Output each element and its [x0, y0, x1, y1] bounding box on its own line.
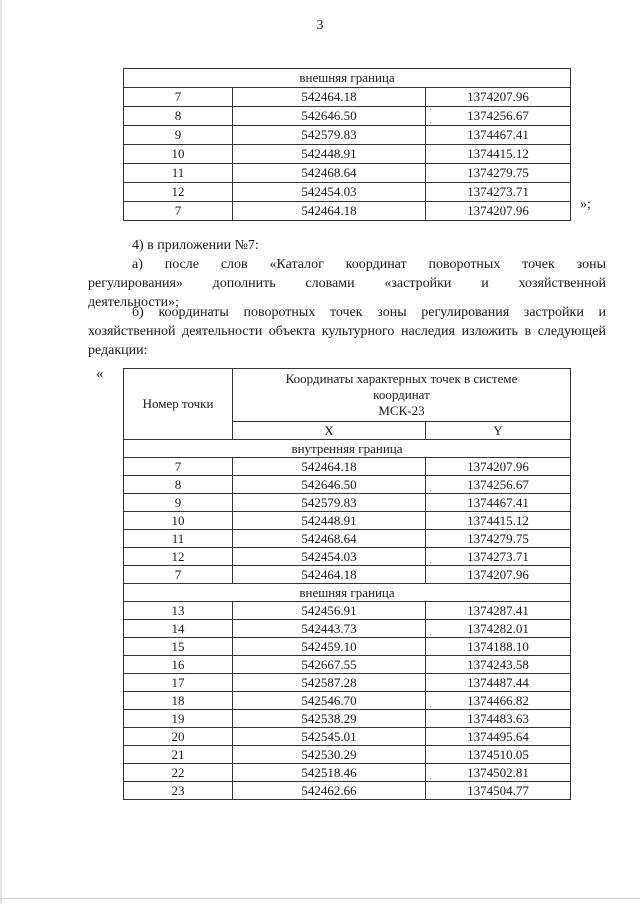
- table-row: [124, 107, 571, 126]
- table-row: [124, 566, 571, 584]
- x-coordinate-cell: 542579.83: [233, 494, 426, 512]
- y-coordinate-cell: 1374273.71: [426, 548, 571, 566]
- header-coords-line-1: Координаты характерных точек в системе: [285, 371, 518, 386]
- table-row: [124, 782, 571, 800]
- y-coordinate-cell: 1374188.10: [426, 638, 571, 656]
- point-number-cell: 14: [124, 620, 233, 638]
- table-row: [124, 746, 571, 764]
- opening-quote: «: [96, 366, 104, 382]
- y-coordinate-cell: 1374207.96: [426, 458, 571, 476]
- table-row: [124, 638, 571, 656]
- point-number-cell: 12: [124, 183, 233, 202]
- x-coordinate-cell: 542587.28: [233, 674, 426, 692]
- point-number-cell: 15: [124, 638, 233, 656]
- item-a-line-3: деятельности»;: [88, 295, 180, 310]
- table-row: [124, 183, 571, 202]
- point-number-cell: 11: [124, 530, 233, 548]
- x-coordinate-cell: 542464.18: [233, 88, 426, 107]
- point-number-cell: 16: [124, 656, 233, 674]
- y-coordinate-cell: 1374243.58: [426, 656, 571, 674]
- point-number-cell: 17: [124, 674, 233, 692]
- x-coordinate-cell: 542454.03: [233, 548, 426, 566]
- y-coordinate-cell: 1374504.77: [426, 782, 571, 800]
- scan-edge: [0, 0, 2, 904]
- y-coordinate-cell: 1374467.41: [426, 494, 571, 512]
- y-coordinate-cell: 1374207.96: [426, 88, 571, 107]
- point-number-cell: 22: [124, 764, 233, 782]
- point-number-cell: 10: [124, 145, 233, 164]
- x-coordinate-cell: 542546.70: [233, 692, 426, 710]
- y-coordinate-cell: 1374279.75: [426, 530, 571, 548]
- x-coordinate-cell: 542646.50: [233, 476, 426, 494]
- x-coordinate-cell: 542443.73: [233, 620, 426, 638]
- table-row: [124, 548, 571, 566]
- table-section-row: [124, 440, 571, 458]
- table-row: [124, 164, 571, 183]
- x-coordinate-cell: 542448.91: [233, 512, 426, 530]
- y-coordinate-cell: 1374279.75: [426, 164, 571, 183]
- point-number-cell: 7: [124, 566, 233, 584]
- table-row: [124, 692, 571, 710]
- table-row: [124, 126, 571, 145]
- y-coordinate-cell: 1374415.12: [426, 145, 571, 164]
- point-number-cell: 13: [124, 602, 233, 620]
- x-coordinate-cell: 542646.50: [233, 107, 426, 126]
- section-label: внешняя граница: [124, 69, 571, 88]
- header-x: X: [233, 422, 426, 440]
- y-coordinate-cell: 1374256.67: [426, 476, 571, 494]
- scan-bottom-edge: [0, 898, 640, 899]
- x-coordinate-cell: 542464.18: [233, 458, 426, 476]
- table-row: [124, 494, 571, 512]
- table-row: [124, 530, 571, 548]
- x-coordinate-cell: 542456.91: [233, 602, 426, 620]
- point-number-cell: 7: [124, 458, 233, 476]
- coordinates-table-full: [123, 368, 571, 800]
- header-coords-line-2: координат: [373, 387, 430, 402]
- x-coordinate-cell: 542538.29: [233, 710, 426, 728]
- point-number-cell: 9: [124, 126, 233, 145]
- table-row: [124, 476, 571, 494]
- y-coordinate-cell: 1374415.12: [426, 512, 571, 530]
- x-coordinate-cell: 542468.64: [233, 530, 426, 548]
- header-y: Y: [426, 422, 571, 440]
- x-coordinate-cell: 542579.83: [233, 126, 426, 145]
- point-number-cell: 7: [124, 202, 233, 221]
- table-row: [124, 512, 571, 530]
- point-number-cell: 20: [124, 728, 233, 746]
- y-coordinate-cell: 1374287.41: [426, 602, 571, 620]
- item-a-line-2: регулирования» дополнить словами «застройки и хозяйственной: [88, 276, 606, 291]
- point-number-cell: 8: [124, 476, 233, 494]
- y-coordinate-cell: 1374207.96: [426, 566, 571, 584]
- x-coordinate-cell: 542464.18: [233, 202, 426, 221]
- x-coordinate-cell: 542667.55: [233, 656, 426, 674]
- section-label-outer: внешняя граница: [124, 584, 571, 602]
- y-coordinate-cell: 1374207.96: [426, 202, 571, 221]
- y-coordinate-cell: 1374282.01: [426, 620, 571, 638]
- x-coordinate-cell: 542448.91: [233, 145, 426, 164]
- x-coordinate-cell: 542459.10: [233, 638, 426, 656]
- point-number-cell: 7: [124, 88, 233, 107]
- item-4-text: 4) в приложении №7:: [132, 238, 259, 253]
- table-section-row: [124, 69, 571, 88]
- table-row: [124, 710, 571, 728]
- y-coordinate-cell: 1374510.05: [426, 746, 571, 764]
- point-number-cell: 12: [124, 548, 233, 566]
- x-coordinate-cell: 542545.01: [233, 728, 426, 746]
- point-number-cell: 23: [124, 782, 233, 800]
- item-b-text: б) координаты поворотных точек зоны регулирования застройки и хозяйственной деятельности объекта культурного наследия изложить в следующей редакции:: [88, 305, 606, 358]
- table-row: [124, 656, 571, 674]
- point-number-cell: 21: [124, 746, 233, 764]
- x-coordinate-cell: 542462.66: [233, 782, 426, 800]
- header-coords-line-3: МСК-23: [378, 403, 425, 418]
- x-coordinate-cell: 542518.46: [233, 764, 426, 782]
- point-number-cell: 19: [124, 710, 233, 728]
- point-number-cell: 10: [124, 512, 233, 530]
- x-coordinate-cell: 542464.18: [233, 566, 426, 584]
- table-row: [124, 145, 571, 164]
- table-header-row: [124, 369, 571, 422]
- x-coordinate-cell: 542454.03: [233, 183, 426, 202]
- y-coordinate-cell: 1374467.41: [426, 126, 571, 145]
- page-number: 3: [316, 18, 324, 33]
- y-coordinate-cell: 1374483.63: [426, 710, 571, 728]
- coordinates-table-outer: [123, 68, 571, 221]
- table-row: [124, 728, 571, 746]
- closing-quote: »;: [580, 197, 591, 212]
- table-row: [124, 202, 571, 221]
- table-section-row: [124, 584, 571, 602]
- y-coordinate-cell: 1374466.82: [426, 692, 571, 710]
- x-coordinate-cell: 542468.64: [233, 164, 426, 183]
- header-point-number: Номер точки: [124, 369, 233, 440]
- table-row: [124, 88, 571, 107]
- y-coordinate-cell: 1374273.71: [426, 183, 571, 202]
- table-row: [124, 764, 571, 782]
- y-coordinate-cell: 1374495.64: [426, 728, 571, 746]
- point-number-cell: 11: [124, 164, 233, 183]
- y-coordinate-cell: 1374487.44: [426, 674, 571, 692]
- point-number-cell: 9: [124, 494, 233, 512]
- y-coordinate-cell: 1374502.81: [426, 764, 571, 782]
- header-coordinates: [233, 369, 571, 422]
- x-coordinate-cell: 542530.29: [233, 746, 426, 764]
- section-label-inner: внутренняя граница: [124, 440, 571, 458]
- table-row: [124, 674, 571, 692]
- point-number-cell: 8: [124, 107, 233, 126]
- item-a-line-1: а) после слов «Каталог координат поворотных точек зоны: [132, 257, 606, 272]
- table-row: [124, 602, 571, 620]
- point-number-cell: 18: [124, 692, 233, 710]
- table-row: [124, 620, 571, 638]
- y-coordinate-cell: 1374256.67: [426, 107, 571, 126]
- table-row: [124, 458, 571, 476]
